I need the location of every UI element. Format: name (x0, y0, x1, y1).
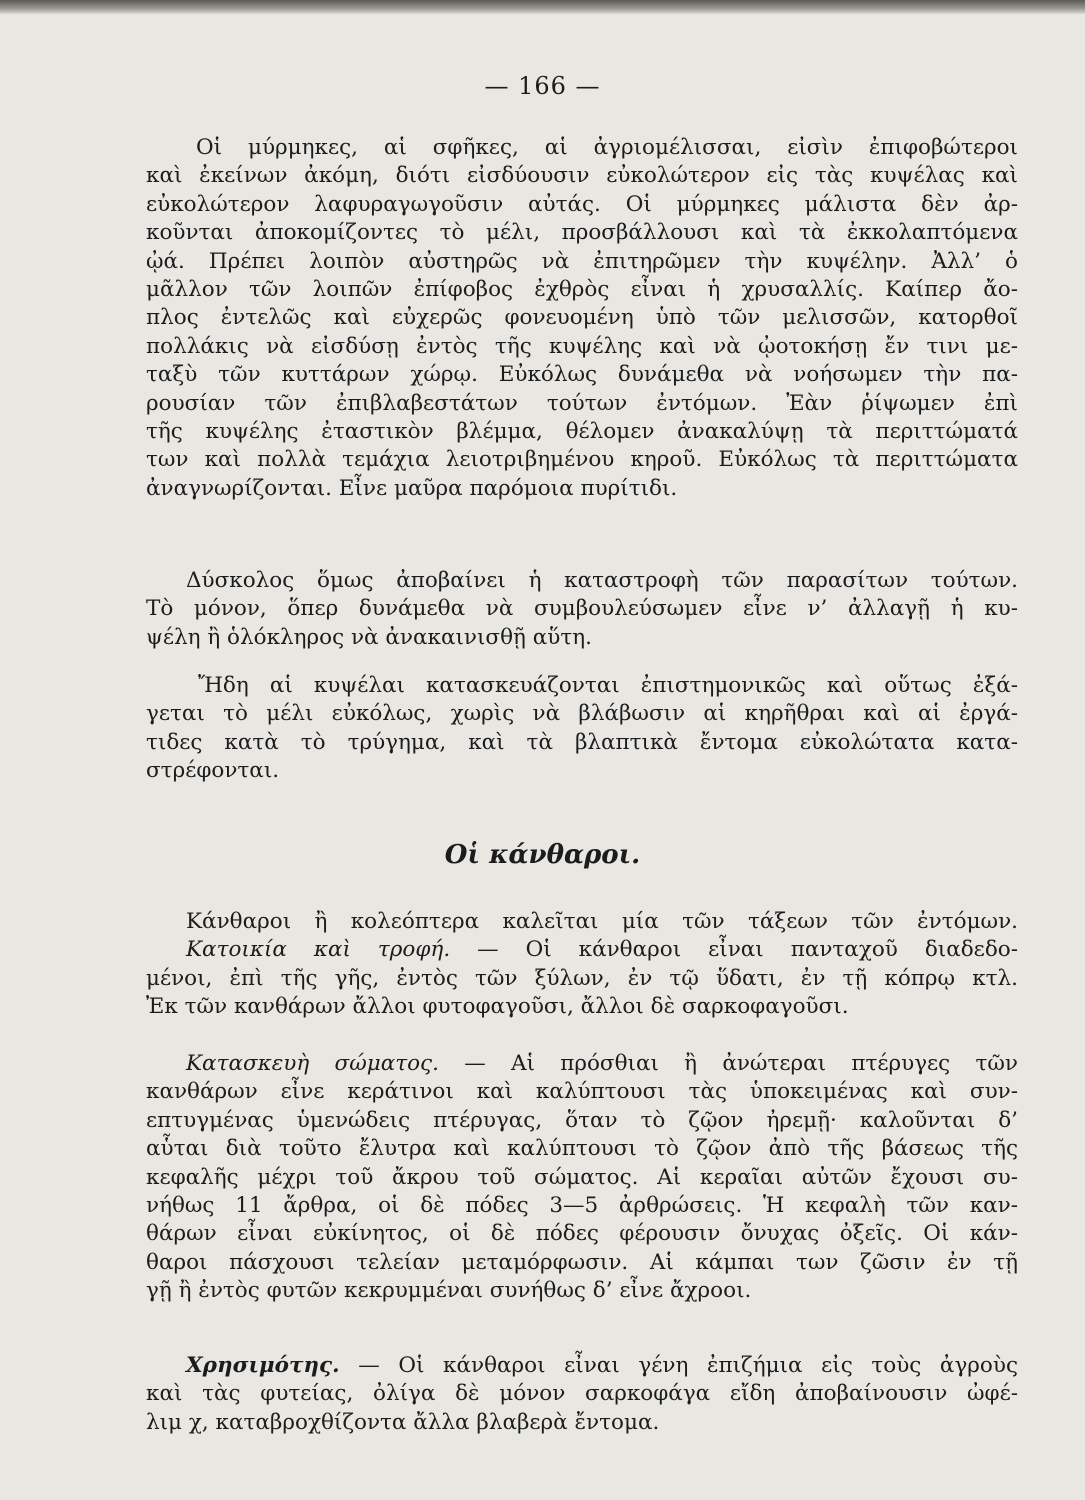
text-line: κανθάρων εἶνε κεράτινοι καὶ καλύπτουσι τὰς ὑποκειμένας καὶ συν- (146, 1079, 1018, 1105)
text-line: Δύσκολος ὅμως ἀποβαίνει ἡ καταστροφὴ τῶν παρασίτων τούτων. (186, 568, 1018, 593)
text-line: επτυγμένας ὑμενώδεις πτέρυγας, ὅταν τὸ ζῷον ἠρεμῇ· καλοῦνται δ’ (146, 1107, 1018, 1133)
text-line: ᾠά. Πρέπει λοιπὸν αὐστηρῶς νὰ ἐπιτηρῶμεν τὴν κυψέλην. Ἀλλ’ ὁ (146, 248, 1018, 274)
subheading-usefulness: Χρησιμότης. (186, 1353, 340, 1378)
text-line: Οἱ μύρμηκες, αἱ σφῆκες, αἱ ἀγριομέλισσαι, εἰσὶν ἐπιφοβώτεροι (196, 135, 1018, 160)
text-run: — Αἱ πρόσθιαι ἢ ἀνώτεραι πτέρυγες τῶν (438, 1051, 1018, 1076)
subheading-habitat: Κατοικία καὶ τροφή. (186, 937, 451, 963)
paragraph-parasites (146, 134, 1018, 503)
text-line: ψέλη ἢ ὁλόκληρος νὰ ἀνακαινισθῇ αὕτη. (146, 624, 592, 650)
paragraph-body-structure (146, 1050, 1018, 1306)
text-line (146, 1352, 1018, 1380)
subheading-body-structure: Κατασκευὴ σώματος. (186, 1051, 439, 1076)
text-line: ρουσίαν τῶν ἐπιβλαβεστάτων τούτων ἐντόμων. Ἐὰν ῥίψωμεν ἐπὶ (146, 390, 1018, 416)
text-line: μᾶλλον τῶν λοιπῶν ἐπίφοβος ἐχθρὸς εἶναι ἡ χρυσαλλίς. Καίπερ ἄο- (146, 277, 1018, 303)
text-line (146, 936, 1018, 964)
text-line: γῇ ἢ ἐντὸς φυτῶν κεκρυμμέναι συνήθως δ’ εἶνε ἄχροοι. (146, 1278, 752, 1304)
text-line: στρέφονται. (146, 758, 280, 784)
text-line: κοῦνται ἀποκομίζοντες τὸ μέλι, προσβάλλουσι καὶ τὰ ἐκκολαπτόμενα (146, 220, 1018, 246)
text-line: γεται τὸ μέλι εὐκόλως, χωρὶς νὰ βλάβωσιν αἱ κηρῆθραι καὶ αἱ ἐργά- (146, 701, 1018, 727)
text-line: Ἐκ τῶν κανθάρων ἄλλοι φυτοφαγοῦσι, ἄλλοι δὲ σαρκοφαγοῦσι. (146, 994, 849, 1020)
text-line: εὐκολώτερον λαφυραγωγοῦσιν αὐτάς. Οἱ μύρμηκες μάλιστα δὲν ἀρ- (146, 191, 1018, 217)
paragraph-usefulness (146, 1352, 1018, 1437)
text-line: αὗται διὰ τοῦτο ἔλυτρα καὶ καλύπτουσι τὸ ζῷον ἀπὸ τῆς βάσεως τῆς (146, 1136, 1018, 1162)
text-line: λιμ χ, καταβροχθίζοντα ἄλλα βλαβερὰ ἔντομα. (146, 1409, 660, 1435)
text-line: πλος ἐντελῶς καὶ εὐχερῶς φονευομένη ὑπὸ τῶν μελισσῶν, κατορθοῖ (146, 305, 1018, 331)
text-line (146, 1050, 1018, 1078)
paragraph-destruction (146, 567, 1018, 652)
text-line: τῆς κυψέλης ἐταστικὸν βλέμμα, θέλομεν ἀνακαλύψῃ τὰ περιττώματά (146, 419, 1018, 445)
text-line: νήθως 11 ἄρθρα, οἱ δὲ πόδες 3—5 ἀρθρώσεις. Ἡ κεφαλὴ τῶν καν- (146, 1193, 1018, 1219)
text-line: καὶ τὰς φυτείας, ὀλίγα δὲ μόνον σαρκοφάγα εἴδη ἀποβαίνουσιν ὠφέ- (146, 1381, 1018, 1407)
page-number: — 166 — (484, 72, 601, 100)
text-line: καὶ ἐκείνων ἀκόμη, διότι εἰσδύουσιν εὐκολώτερον εἰς τὰς κυψέλας καὶ (146, 163, 1018, 189)
section-heading: Οἱ κάνθαροι. (444, 840, 641, 870)
text-run: — Οἱ κάνθαροι εἶναι πανταχοῦ διαδεδο- (450, 937, 1018, 963)
text-line: μένοι, ἐπὶ τῆς γῆς, ἐντὸς τῶν ξύλων, ἐν τῷ ὕδατι, ἐν τῇ κόπρῳ κτλ. (146, 965, 1018, 991)
text-line: θάρων εἶναι εὐκίνητος, οἱ δὲ πόδες φέρουσιν ὄνυχας ὀξεῖς. Οἱ κάν- (146, 1221, 1018, 1247)
text-line: Κάνθαροι ἢ κολεόπτερα καλεῖται μία τῶν τάξεων τῶν ἐντόμων. (186, 909, 1018, 934)
text-line: θαροι πάσχουσι τελείαν μεταμόρφωσιν. Αἱ κάμπαι των ζῶσιν ἐν τῇ (146, 1249, 1018, 1275)
text-line: Τὸ μόνον, ὅπερ δυνάμεθα νὰ συμβουλεύσωμεν εἶνε ν’ ἀλλαγῇ ἡ κυ- (146, 596, 1018, 622)
paragraph-habitat (146, 908, 1018, 1022)
text-line: Ἤδη αἱ κυψέλαι κατασκευάζονται ἐπιστημονικῶς καὶ οὕτως ἐξά- (198, 673, 1018, 698)
text-line: ταξὺ τῶν κυττάρων χώρῳ. Εὐκόλως δυνάμεθα νὰ νοήσωμεν τὴν πα- (146, 362, 1018, 388)
text-run: — Οἱ κάνθαροι εἶναι γένη ἐπιζήμια εἰς τοὺς ἀγροὺς (339, 1353, 1018, 1378)
text-line: ἀναγνωρίζονται. Εἶνε μαῦρα παρόμοια πυρίτιδι. (146, 475, 678, 501)
paragraph-hives (146, 672, 1018, 786)
text-line: τιδες κατὰ τὸ τρύγημα, καὶ τὰ βλαπτικὰ ἔντομα εὐκολώτατα κατα- (146, 729, 1018, 755)
text-line: κεφαλῆς μέχρι τοῦ ἄκρου τοῦ σώματος. Αἱ κεραῖαι αὐτῶν ἔχουσι συ- (146, 1164, 1018, 1190)
text-line: πολλάκις νὰ εἰσδύσῃ ἐντὸς τῆς κυψέλης καὶ νὰ ᾠοτοκήσῃ ἔν τινι με- (146, 333, 1018, 359)
scan-top-edge (0, 0, 1085, 14)
text-line: των καὶ πολλὰ τεμάχια λειοτριβημένου κηροῦ. Εὐκόλως τὰ περιττώματα (146, 447, 1018, 473)
